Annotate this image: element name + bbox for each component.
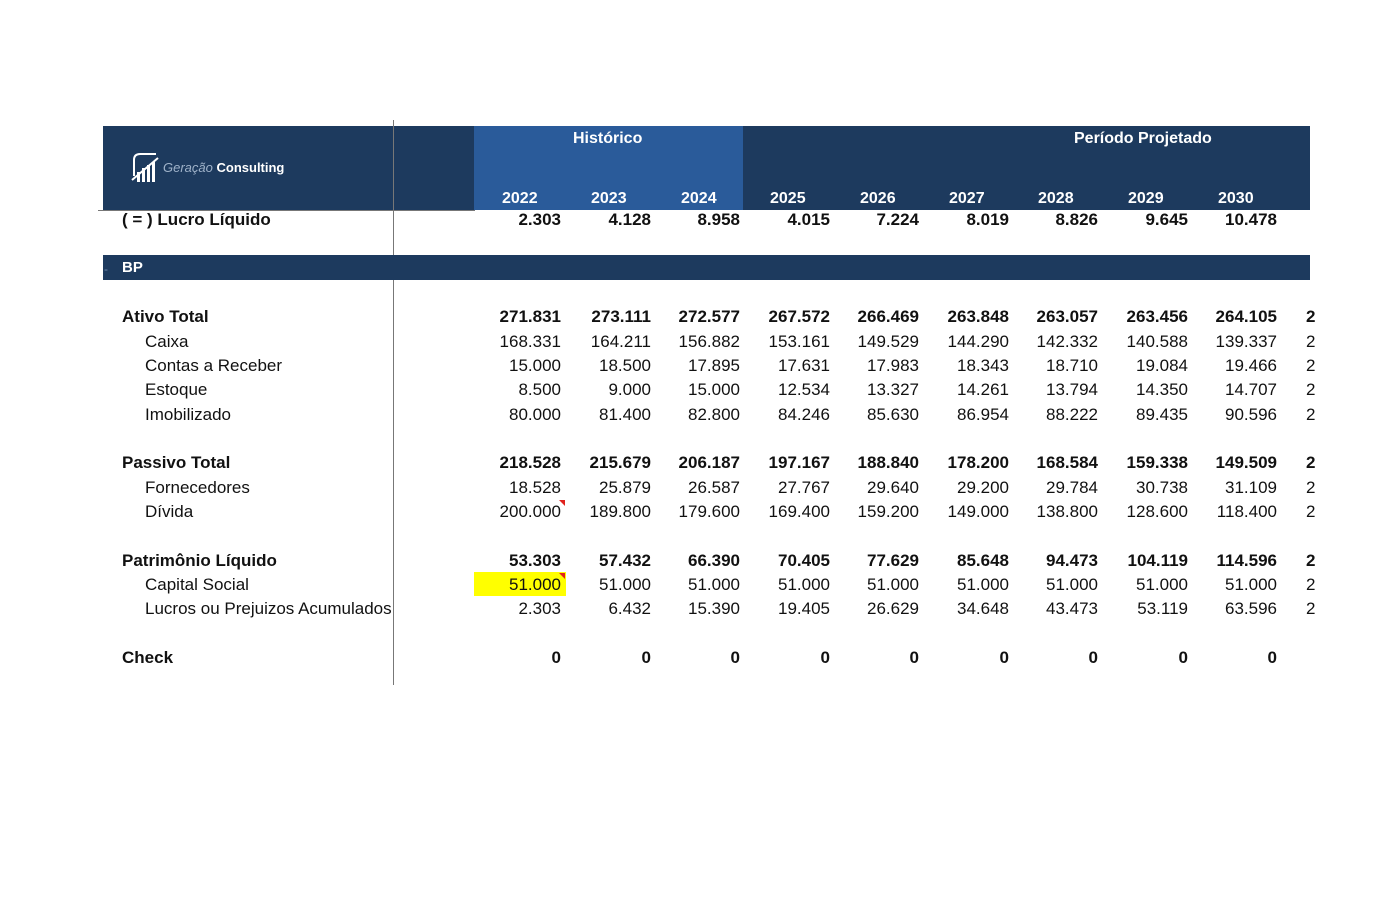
lucro-liquido-cell[interactable]: 9.645 [1145,210,1188,229]
table-cell[interactable]: 144.290 [947,332,1009,351]
table-cell[interactable]: 264.105 [1215,307,1277,326]
lucro-liquido-cell[interactable]: 8.826 [1055,210,1098,229]
table-cell[interactable]: 159.338 [1126,453,1188,472]
table-cell[interactable]: 206.187 [678,453,740,472]
overflow-cell: 2 [1306,405,1316,424]
periodo-projetado-label: Período Projetado [1074,130,1212,147]
year-header: 2028 [1038,190,1074,207]
table-cell[interactable]: 149.509 [1215,453,1277,472]
table-cell[interactable]: 14.350 [1136,380,1188,399]
table-cell[interactable]: 188.840 [857,453,919,472]
table-cell[interactable]: 138.800 [1036,502,1098,521]
row-label: Fornecedores [145,478,250,497]
table-cell[interactable]: 26.629 [867,599,919,618]
table-cell[interactable]: 18.528 [509,478,561,497]
table-cell[interactable]: 6.432 [608,599,651,618]
row-label: Contas a Receber [145,356,283,375]
table-cell[interactable]: 66.390 [688,551,740,570]
table-cell[interactable]: 271.831 [499,307,561,326]
lucro-liquido-cell[interactable]: 4.128 [608,210,651,229]
year-header: 2026 [860,190,896,207]
table-cell[interactable]: 17.631 [778,356,830,375]
table-cell[interactable]: 159.200 [857,502,919,521]
table-cell[interactable]: 263.456 [1126,307,1188,326]
year-header: 2023 [591,190,627,207]
table-cell[interactable]: 51.000 [867,575,919,594]
year-header: 2029 [1128,190,1164,207]
row-label: Passivo Total [122,453,231,472]
table-cell[interactable]: 128.600 [1126,502,1188,521]
overflow-cell: 2 [1306,551,1316,570]
table-cell[interactable]: 139.337 [1215,332,1277,351]
table-cell[interactable]: 53.303 [509,551,561,570]
table-cell[interactable]: 156.882 [678,332,740,351]
comment-marker-icon[interactable] [559,500,565,506]
overflow-cell: 2 [1306,478,1316,497]
table-cell[interactable]: 12.534 [778,380,830,399]
lucro-liquido-cell[interactable]: 2.303 [518,210,561,229]
table-cell[interactable]: 27.767 [778,478,830,497]
overflow-cell: 2 [1306,453,1316,472]
table-cell[interactable]: 70.405 [778,551,830,570]
table-cell[interactable]: 263.848 [947,307,1009,326]
table-cell[interactable]: 272.577 [678,307,740,326]
table-cell[interactable]: 85.648 [957,551,1009,570]
table-cell[interactable]: 63.596 [1225,599,1277,618]
table-cell[interactable]: 0 [551,648,561,667]
row-label: Estoque [145,380,208,399]
table-cell[interactable]: 15.000 [509,356,561,375]
table-cell[interactable]: 104.119 [1127,551,1188,570]
table-cell[interactable]: 14.707 [1225,380,1277,399]
table-cell[interactable]: 189.800 [589,502,651,521]
year-header: 2027 [949,190,985,207]
overflow-cell: 2 [1306,307,1316,326]
table-cell[interactable]: 218.528 [499,453,561,472]
lucro-liquido-cell[interactable]: 8.019 [966,210,1009,229]
bp-section-band [103,255,1310,280]
table-cell[interactable]: 17.895 [688,356,740,375]
table-cell[interactable]: 9.000 [608,380,651,399]
frozen-pane-divider [393,120,394,685]
table-cell[interactable]: 89.435 [1136,405,1188,424]
table-cell[interactable]: 18.500 [599,356,651,375]
table-cell[interactable]: 15.390 [688,599,740,618]
table-cell[interactable]: 118.400 [1216,502,1277,521]
table-cell[interactable]: 168.584 [1036,453,1098,472]
table-cell[interactable]: 81.400 [599,405,651,424]
lucro-liquido-cell[interactable]: 10.478 [1225,210,1277,229]
table-cell[interactable]: 25.879 [599,478,651,497]
table-cell[interactable]: 114.596 [1216,551,1277,570]
table-cell[interactable]: 85.630 [867,405,919,424]
table-cell[interactable]: 267.572 [768,307,830,326]
row-label: Patrimônio Líquido [122,551,277,570]
table-cell[interactable]: 30.738 [1136,478,1188,497]
table-cell[interactable]: 179.600 [678,502,740,521]
overflow-cell: 2 [1306,332,1316,351]
brand-prefix: Geração [163,160,213,175]
table-cell[interactable]: 51.000 [599,575,651,594]
table-cell[interactable]: 86.954 [957,405,1009,424]
overflow-cell: 2 [1306,356,1316,375]
table-cell[interactable]: 142.332 [1036,332,1098,351]
table-cell[interactable]: 200.000 [499,502,561,521]
table-cell[interactable]: 51.000 [778,575,830,594]
table-cell[interactable]: 94.473 [1046,551,1098,570]
overflow-cell: 2 [1306,380,1316,399]
table-cell[interactable]: 197.167 [768,453,830,472]
table-cell[interactable]: 82.800 [688,405,740,424]
table-cell[interactable]: 140.588 [1126,332,1188,351]
table-cell[interactable]: 19.084 [1136,356,1188,375]
historico-label: Histórico [573,130,643,147]
overflow-cell: 2 [1306,575,1316,594]
table-cell[interactable]: 0 [909,648,919,667]
lucro-liquido-cell[interactable]: 7.224 [876,210,919,229]
table-cell[interactable]: 18.710 [1046,356,1098,375]
table-cell[interactable]: 57.432 [599,551,651,570]
table-cell[interactable]: 88.222 [1046,405,1098,424]
table-cell[interactable]: 19.466 [1225,356,1277,375]
lucro-liquido-cell[interactable]: 4.015 [787,210,830,229]
table-cell[interactable]: 51.000 [509,575,561,594]
table-cell[interactable]: 17.983 [867,356,919,375]
table-cell[interactable]: 0 [999,648,1009,667]
year-header: 2022 [502,190,538,207]
table-cell[interactable]: 164.211 [590,332,651,351]
table-cell[interactable]: 8.500 [518,380,561,399]
row-label: Lucros ou Prejuizos Acumulados [145,599,392,618]
table-cell[interactable]: 0 [820,648,830,667]
table-cell[interactable]: 29.640 [867,478,919,497]
table-cell[interactable]: 43.473 [1046,599,1098,618]
table-cell[interactable]: 169.400 [768,502,830,521]
table-cell[interactable]: 51.000 [688,575,740,594]
table-cell[interactable]: 0 [1088,648,1098,667]
row-label: Caixa [145,332,189,351]
collapse-marker[interactable]: - [104,262,108,276]
table-cell[interactable]: 80.000 [509,405,561,424]
table-cell[interactable]: 149.000 [947,502,1009,521]
table-cell[interactable]: 26.587 [688,478,740,497]
table-cell[interactable]: 215.679 [589,453,651,472]
table-cell[interactable]: 51.000 [1136,575,1188,594]
lucro-liquido-label: ( = ) Lucro Líquido [122,210,271,229]
row-label: Ativo Total [122,307,209,326]
table-cell[interactable]: 29.200 [957,478,1009,497]
overflow-cell: 2 [1306,599,1316,618]
table-cell[interactable]: 13.327 [867,380,919,399]
table-cell[interactable]: 51.000 [957,575,1009,594]
table-cell[interactable]: 0 [1267,648,1277,667]
year-header: 2025 [770,190,806,207]
table-cell[interactable]: 153.161 [768,332,830,351]
table-cell[interactable]: 149.529 [857,332,919,351]
table-cell[interactable]: 90.596 [1225,405,1277,424]
brand-name: Consulting [216,160,285,175]
brand-text [163,160,284,175]
table-cell[interactable]: 14.261 [957,380,1009,399]
chart-logo-icon [128,150,162,186]
table-cell[interactable]: 53.119 [1137,599,1188,618]
table-cell[interactable]: 178.200 [947,453,1009,472]
table-cell[interactable]: 18.343 [957,356,1009,375]
table-cell[interactable]: 0 [641,648,651,667]
row-label: Capital Social [145,575,249,594]
row-label: Imobilizado [145,405,231,424]
year-header: 2030 [1218,190,1254,207]
row-label: Dívida [145,502,194,521]
table-cell[interactable]: 263.057 [1036,307,1098,326]
table-cell[interactable]: 0 [1178,648,1188,667]
table-cell[interactable]: 15.000 [688,380,740,399]
lucro-liquido-cell[interactable]: 8.958 [697,210,740,229]
table-cell[interactable]: 13.794 [1046,380,1098,399]
table-cell[interactable]: 31.109 [1225,478,1277,497]
brand-logo [128,150,162,191]
overflow-cell: 2 [1306,502,1316,521]
table-cell[interactable]: 0 [730,648,740,667]
table-cell[interactable]: 2.303 [518,599,561,618]
table-cell[interactable]: 84.246 [778,405,830,424]
table-cell[interactable]: 77.629 [867,551,919,570]
table-cell[interactable]: 51.000 [1225,575,1277,594]
table-cell[interactable]: 168.331 [499,332,561,351]
table-cell[interactable]: 273.111 [591,307,651,326]
table-cell[interactable]: 34.648 [957,599,1009,618]
comment-marker-icon[interactable] [559,573,565,579]
table-cell[interactable]: 266.469 [857,307,919,326]
table-cell[interactable]: 19.405 [778,599,830,618]
year-header: 2024 [681,190,717,207]
table-cell[interactable]: 51.000 [1046,575,1098,594]
table-cell[interactable]: 29.784 [1046,478,1098,497]
row-label: Check [122,648,174,667]
bp-section-label: BP [122,259,143,276]
